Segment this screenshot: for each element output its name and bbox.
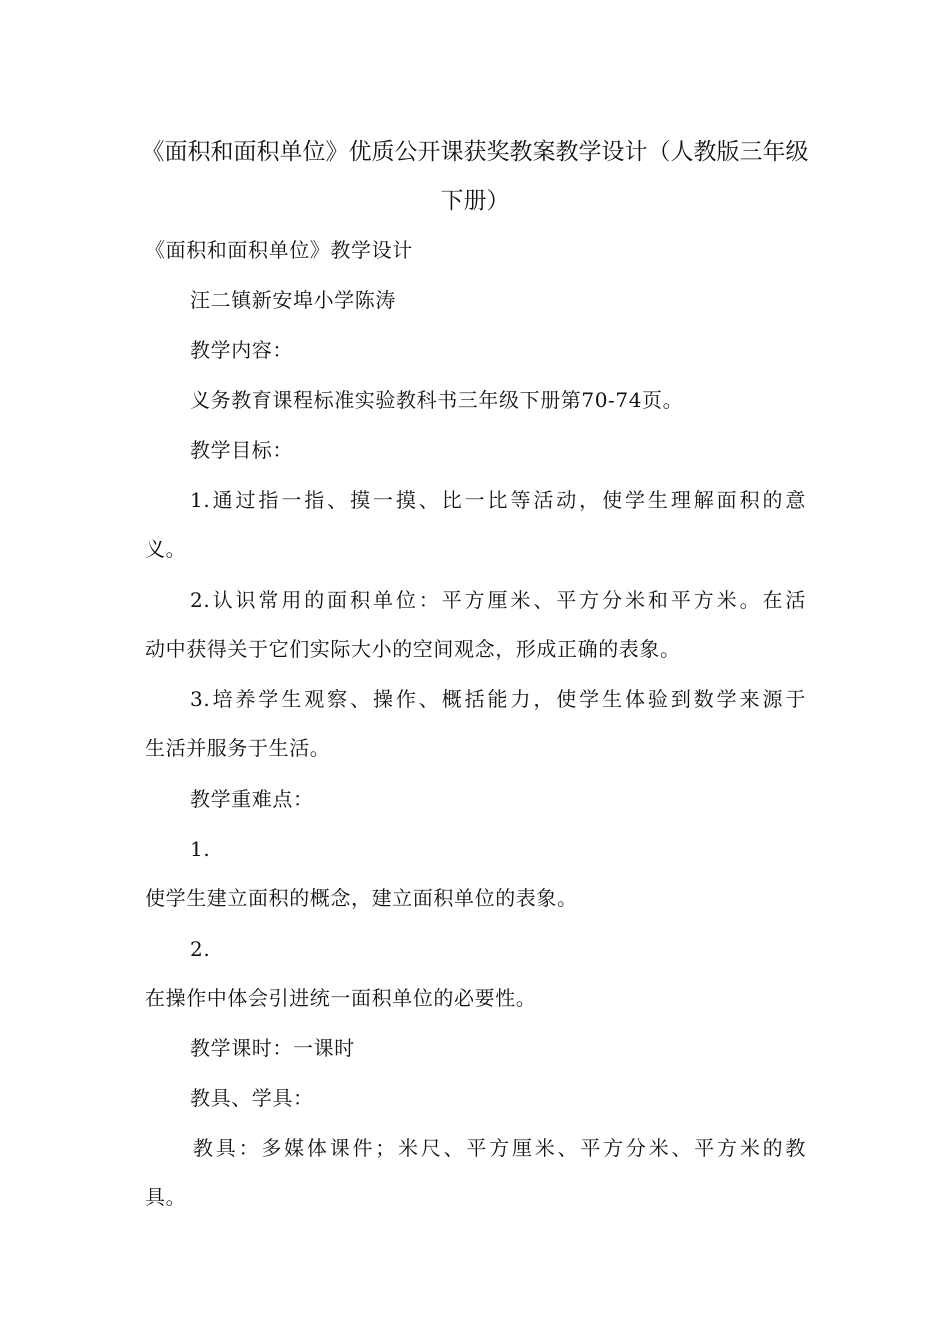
document-title-line-2: 下册） [440, 188, 510, 214]
section-heading: 《面积和面积单位》教学设计 [145, 238, 413, 262]
goal-1-line-2: 义。 [145, 537, 187, 561]
goal-2-line-1: 2.认识常用的面积单位：平方厘米、平方分米和平方米。在活 [190, 588, 806, 612]
goal-3-line-2: 生活并服务于生活。 [145, 736, 331, 760]
goal-2-line-2: 动中获得关于它们实际大小的空间观念，形成正确的表象。 [145, 637, 681, 661]
key-point-2-text: 在操作中体会引进统一面积单位的必要性。 [145, 986, 537, 1010]
lesson-hours: 教学课时：一课时 [190, 1036, 355, 1060]
document-title-line-1: 《面积和面积单位》优质公开课获奖教案教学设计（人教版三年级 [141, 139, 809, 165]
key-points-heading: 教学重难点： [190, 787, 314, 811]
tools-heading: 教具、学具： [190, 1086, 314, 1110]
goals-heading: 教学目标： [190, 438, 293, 462]
tools-line-2: 具。 [145, 1185, 187, 1209]
key-point-2-number: 2. [190, 937, 211, 961]
key-point-1-text: 使学生建立面积的概念，建立面积单位的表象。 [145, 886, 578, 910]
goal-3-line-1: 3.培养学生观察、操作、概括能力，使学生体验到数学来源于 [190, 687, 806, 711]
goal-1-line-1: 1.通过指一指、摸一摸、比一比等活动，使学生理解面积的意 [190, 488, 806, 512]
author-line: 汪二镇新安埠小学陈涛 [190, 288, 396, 312]
tools-line-1: 教具：多媒体课件；米尺、平方厘米、平方分米、平方米的教 [193, 1136, 806, 1160]
content-text: 义务教育课程标准实验教科书三年级下册第70-74页。 [190, 388, 684, 412]
key-point-1-number: 1. [190, 837, 211, 861]
content-heading: 教学内容： [190, 338, 293, 362]
